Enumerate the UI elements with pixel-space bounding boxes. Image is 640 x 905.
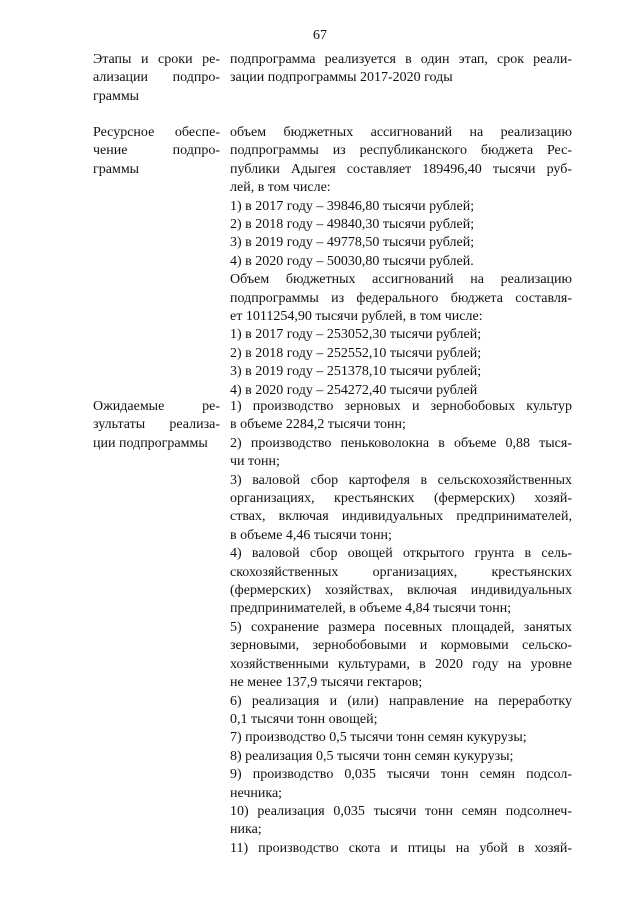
text-line: в объеме 2284,2 тысячи тонн;: [230, 417, 406, 433]
text-line: 4) в 2020 году – 50030,80 тысячи рублей.: [230, 253, 474, 269]
text-line: 4) валовой сбор овощей открытого грунта в сель-: [230, 546, 572, 562]
text-line: 2) в 2018 году – 49840,30 тысячи рублей;: [230, 217, 475, 233]
section-content: [230, 398, 572, 858]
text-line: ника;: [230, 822, 262, 838]
text-line: 9) производство 0,035 тысячи тонн семян подсол-: [230, 767, 572, 783]
label-line: Этапы и сроки ре-: [93, 52, 220, 67]
text-line: зерновыми, зернобобовыми и кормовыми сельско-: [230, 638, 572, 654]
text-line: 10) реализация 0,035 тысячи тонн семян подсолнеч-: [230, 803, 572, 819]
label-line: граммы: [93, 88, 140, 104]
section-content: [230, 124, 572, 400]
section-label: [93, 398, 220, 453]
text-line: объем бюджетных ассигнований на реализацию: [230, 125, 572, 140]
label-line: ции подпрограммы: [93, 435, 208, 451]
text-line: 2) в 2018 году – 252552,10 тысячи рублей;: [230, 345, 482, 361]
text-line: 8) реализация 0,5 тысячи тонн семян кукурузы;: [230, 748, 514, 764]
label-line: чение подпро-: [93, 143, 220, 159]
text-line: 5) сохранение размера посевных площадей, занятых: [230, 619, 572, 635]
text-line: 3) в 2019 году – 251378,10 тысячи рублей;: [230, 364, 482, 380]
text-line: подпрограмма реализуется в один этап, срок реали-: [230, 52, 572, 67]
text-line: подпрограммы из федерального бюджета составля-: [230, 290, 572, 306]
text-line: зации подпрограммы 2017-2020 годы: [230, 70, 453, 86]
text-line: нечника;: [230, 785, 283, 801]
text-line: 6) реализация и (или) направление на переработку: [230, 693, 572, 709]
text-line: ет 1011254,90 тысячи рублей, в том числе:: [230, 309, 483, 325]
text-line: не менее 137,9 тысячи гектаров;: [230, 675, 423, 691]
page-number: 67: [313, 28, 327, 43]
text-line: публики Адыгея составляет 189496,40 тысячи руб-: [230, 161, 572, 177]
text-line: 4) в 2020 году – 254272,40 тысячи рублей: [230, 382, 478, 398]
text-line: 3) в 2019 году – 49778,50 тысячи рублей;: [230, 235, 475, 251]
text-line: 1) в 2017 году – 253052,30 тысячи рублей;: [230, 327, 482, 343]
text-line: (фермерских) хозяйствах, включая индивидуальных: [230, 583, 572, 599]
text-line: 3) валовой сбор картофеля в сельскохозяйственных: [230, 472, 572, 488]
text-line: чи тонн;: [230, 454, 280, 470]
text-line: скохозяйственных организациях, крестьянских: [230, 564, 572, 580]
text-line: 1) производство зерновых и зернобобовых культур: [230, 399, 572, 414]
text-line: в объеме 4,46 тысячи тонн;: [230, 527, 392, 543]
text-line: подпрограммы из республиканского бюджета Рес-: [230, 143, 572, 159]
text-line: лей, в том числе:: [230, 180, 331, 196]
label-line: зультаты реализа-: [93, 417, 220, 433]
label-line: граммы: [93, 161, 140, 177]
text-line: 7) производство 0,5 тысячи тонн семян кукурузы;: [230, 730, 527, 746]
text-line: 11) производство скота и птицы на убой в хозяй-: [230, 840, 572, 856]
text-line: хозяйственными культурами, в 2020 году на уровне: [230, 656, 572, 672]
label-line: Ожидаемые ре-: [93, 399, 220, 414]
section-label: [93, 51, 220, 106]
text-line: 0,1 тысячи тонн овощей;: [230, 711, 378, 727]
label-line: ализации подпро-: [93, 70, 220, 86]
text-line: ствах, включая индивидуальных предпринимателей,: [230, 509, 572, 525]
text-line: 2) производство пеньковолокна в объеме 0,88 тыся-: [230, 435, 572, 451]
text-line: 1) в 2017 году – 39846,80 тысячи рублей;: [230, 198, 475, 214]
section-label: [93, 124, 220, 179]
text-line: организациях, крестьянских (фермерских) хозяй-: [230, 491, 572, 507]
text-line: Объем бюджетных ассигнований на реализацию: [230, 272, 572, 288]
section-content: [230, 51, 572, 88]
label-line: Ресурсное обеспе-: [93, 125, 220, 140]
text-line: предпринимателей, в объеме 4,84 тысячи тонн;: [230, 601, 512, 617]
